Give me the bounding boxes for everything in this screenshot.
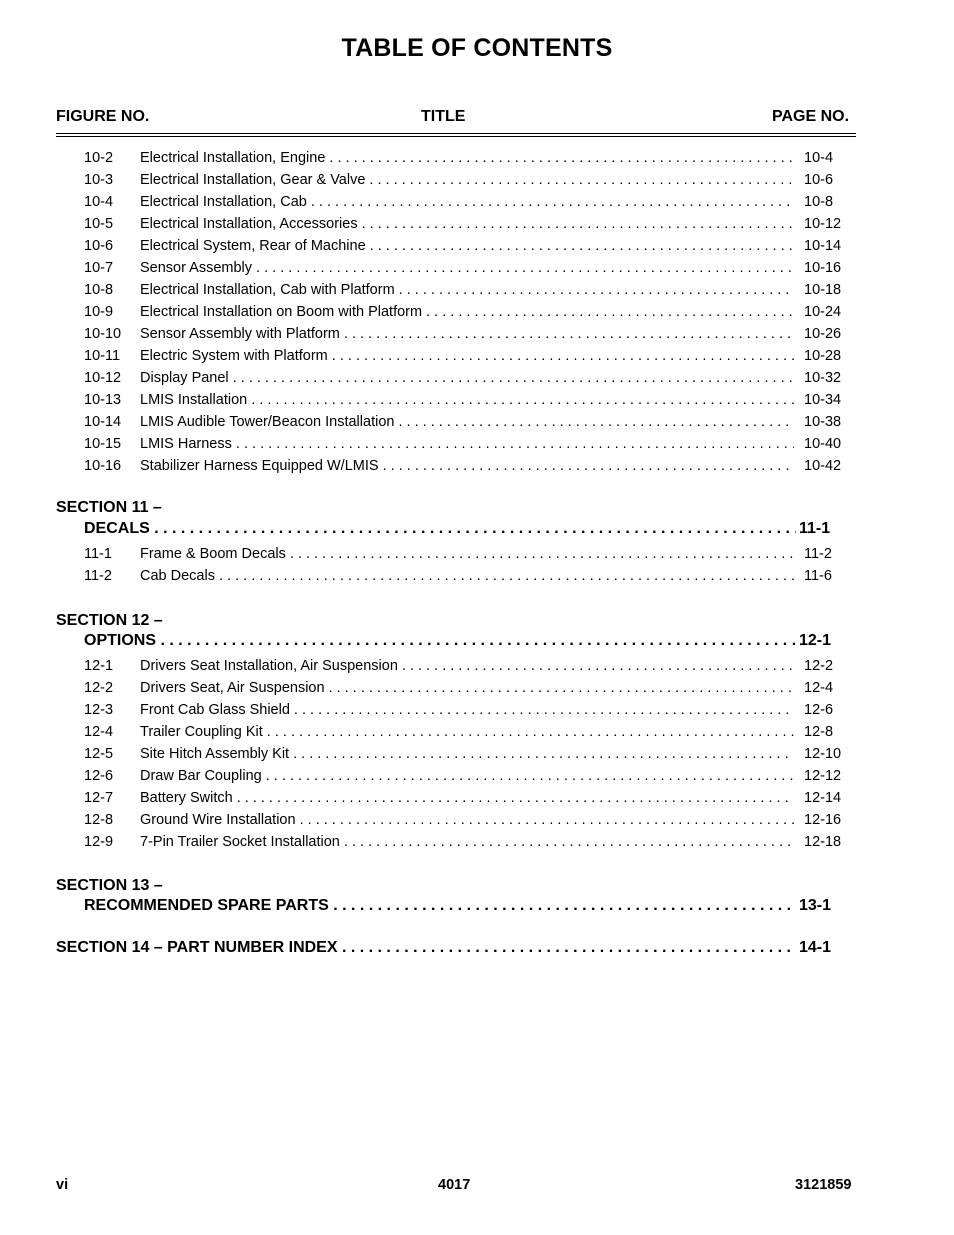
page-title: TABLE OF CONTENTS [341,34,613,62]
entry-title: Electrical Installation on Boom with Platform . . . [140,304,794,320]
toc-entry [0,812,954,832]
toc-entry [0,834,954,854]
toc-entry [0,414,954,434]
figure-number: 10-3 [84,172,114,188]
entry-title: Electric System with Platform . . . [140,348,794,364]
entry-page: 12-6 [804,702,834,718]
entry-page: 12-2 [804,658,834,674]
entry-page: 10-24 [804,304,842,320]
entry-title: Ground Wire Installation . . . [140,812,794,828]
entry-title: Electrical Installation, Cab . . . [140,194,794,210]
entry-title: Trailer Coupling Kit . . . [140,724,794,740]
toc-entry [0,458,954,478]
section-14-page: 14-1 [799,939,832,956]
section-13-title-line [84,897,836,919]
entry-page: 12-4 [804,680,834,696]
section-13-heading: SECTION 13 – [56,877,163,894]
entry-page: 10-38 [804,414,842,430]
entry-title: Site Hitch Assembly Kit . . . [140,746,794,762]
entry-title: LMIS Audible Tower/Beacon Installation . . . [140,414,794,430]
toc-entry [0,194,954,214]
entry-page: 10-40 [804,436,842,452]
entry-page: 12-16 [804,812,842,828]
entry-page: 10-32 [804,370,842,386]
footer-part-number: 3121859 [795,1177,852,1193]
toc-entry [0,392,954,412]
entry-page: 10-26 [804,326,842,342]
figure-number: 12-1 [84,658,114,674]
figure-number: 10-5 [84,216,114,232]
figure-number: 12-6 [84,768,114,784]
entry-page: 11-6 [804,568,832,584]
section-12-heading: SECTION 12 – [56,612,163,629]
figure-number: 12-3 [84,702,114,718]
toc-entry [0,370,954,390]
entry-title: Front Cab Glass Shield . . . [140,702,794,718]
entry-title: Frame & Boom Decals . . . [140,546,794,562]
entry-page: 10-8 [804,194,834,210]
entry-page: 12-10 [804,746,842,762]
header-rule-double [56,136,856,137]
figure-number: 10-14 [84,414,122,430]
entry-page: 12-14 [804,790,842,806]
section-11-page: 11-1 [799,520,831,537]
section-11-name: DECALS . . . [84,520,796,538]
figure-number: 11-1 [84,546,112,562]
toc-entry [0,238,954,258]
entry-title: Drivers Seat, Air Suspension . . . [140,680,794,696]
entry-title: LMIS Harness . . . [140,436,794,452]
toc-entry [0,546,954,566]
entry-page: 12-8 [804,724,834,740]
section-14-name: SECTION 14 – PART NUMBER INDEX . . . [56,939,796,957]
toc-entry [0,746,954,766]
toc-entry [0,150,954,170]
figure-number: 12-8 [84,812,114,828]
entry-page: 12-18 [804,834,842,850]
entry-page: 10-34 [804,392,842,408]
figure-number: 10-2 [84,150,114,166]
footer-page-number: vi [56,1177,69,1193]
entry-title: Stabilizer Harness Equipped W/LMIS . . . [140,458,794,474]
toc-entry [0,768,954,788]
figure-number: 11-2 [84,568,112,584]
figure-number: 12-2 [84,680,114,696]
section-11-title-line [84,520,836,542]
toc-entry [0,658,954,678]
entry-page: 10-4 [804,150,834,166]
entry-title: LMIS Installation . . . [140,392,794,408]
entry-page: 10-28 [804,348,842,364]
toc-entry [0,724,954,744]
entry-page: 10-16 [804,260,842,276]
toc-entry [0,304,954,324]
toc-entry [0,260,954,280]
figure-number: 10-16 [84,458,122,474]
entry-page: 10-6 [804,172,834,188]
figure-number: 10-9 [84,304,114,320]
entry-page: 12-12 [804,768,842,784]
entry-title: Cab Decals . . . [140,568,794,584]
entry-page: 10-14 [804,238,842,254]
toc-entry [0,568,954,588]
figure-number: 10-15 [84,436,122,452]
entry-page: 10-18 [804,282,842,298]
toc-entry [0,348,954,368]
figure-number: 10-4 [84,194,114,210]
entry-title: Electrical Installation, Accessories . . . [140,216,794,232]
entry-title: Electrical Installation, Engine . . . [140,150,794,166]
toc-entry [0,790,954,810]
entry-title: Draw Bar Coupling . . . [140,768,794,784]
footer-model: 4017 [438,1177,471,1193]
figure-number: 10-10 [84,326,122,342]
entry-title: Electrical Installation, Gear & Valve . . . [140,172,794,188]
entry-title: Sensor Assembly . . . [140,260,794,276]
entry-page: 10-42 [804,458,842,474]
title-column-header: TITLE [421,108,466,125]
section-12-name: OPTIONS . . . [84,632,796,650]
entry-title: Battery Switch . . . [140,790,794,806]
toc-entry [0,702,954,722]
toc-entry [0,172,954,192]
entry-title: Sensor Assembly with Platform . . . [140,326,794,342]
page-column-header: PAGE NO. [772,108,850,125]
figure-number: 10-11 [84,348,121,364]
figure-number: 12-9 [84,834,114,850]
entry-page: 10-12 [804,216,842,232]
section-13-name: RECOMMENDED SPARE PARTS . . . [84,897,796,915]
entry-title: Electrical Installation, Cab with Platform . . . [140,282,794,298]
figure-number: 12-5 [84,746,114,762]
entry-title: Drivers Seat Installation, Air Suspension . . . [140,658,794,674]
figure-number: 10-8 [84,282,114,298]
section-14-line [56,939,836,961]
entry-title: Display Panel . . . [140,370,794,386]
figure-number: 12-4 [84,724,114,740]
entry-page: 11-2 [804,546,832,562]
toc-entry [0,282,954,302]
header-rule [56,133,856,134]
figure-number: 10-7 [84,260,114,276]
section-12-title-line [84,632,836,654]
section-11-heading: SECTION 11 – [56,499,162,516]
figure-number: 10-6 [84,238,114,254]
figure-number: 10-13 [84,392,122,408]
toc-entry [0,436,954,456]
section-12-page: 12-1 [799,632,832,649]
entry-title: 7-Pin Trailer Socket Installation . . . [140,834,794,850]
toc-entry [0,680,954,700]
toc-entry [0,326,954,346]
figure-number: 10-12 [84,370,122,386]
entry-title: Electrical System, Rear of Machine . . . [140,238,794,254]
toc-entry [0,216,954,236]
figure-column-header: FIGURE NO. [56,108,150,125]
figure-number: 12-7 [84,790,114,806]
section-13-page: 13-1 [799,897,832,914]
